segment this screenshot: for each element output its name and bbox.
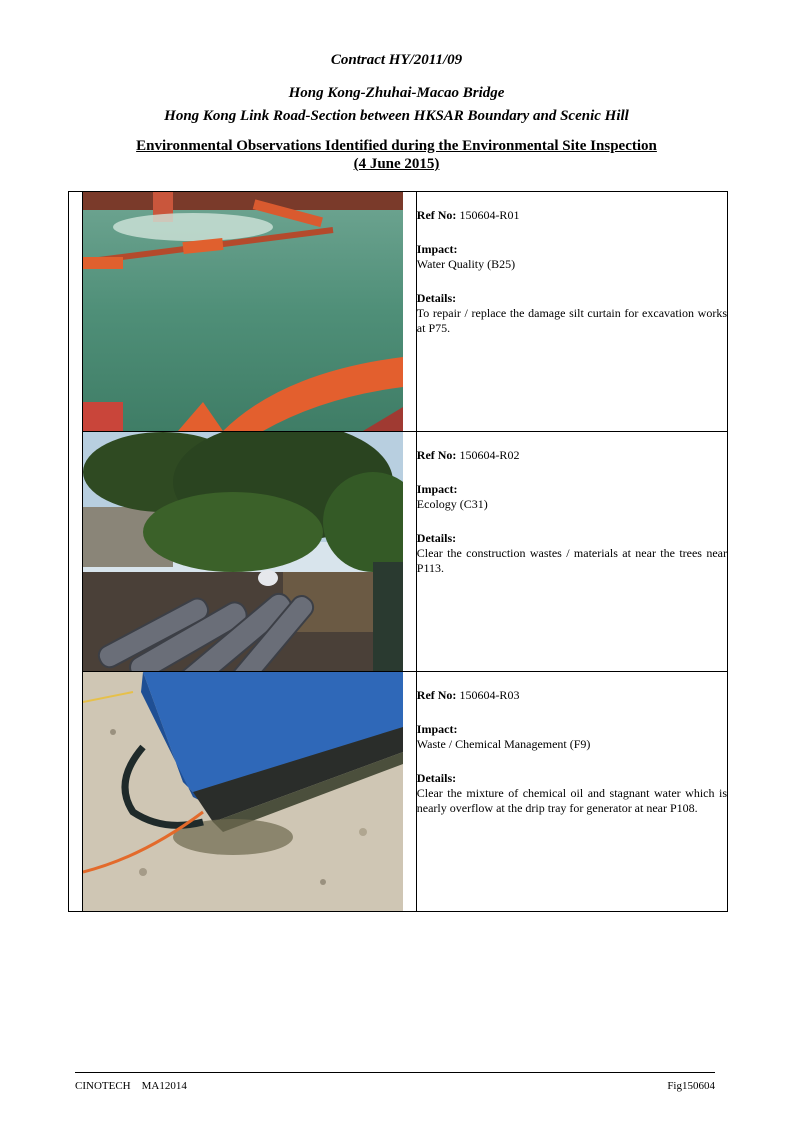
contract-number: Contract HY/2011/09 [330,52,463,68]
photo-cell [82,432,416,672]
details-label: Details: [416,531,457,545]
footer-doc-code: MA12014 [141,1080,187,1092]
ref-label: Ref No: [416,688,457,702]
impact-value: Water Quality (B25) [416,257,516,271]
photo-cell [82,192,416,432]
footer-company: CINOTECH [75,1080,131,1092]
project-title: Hong Kong-Zhuhai-Macao Bridge [288,85,505,101]
ref-line [417,688,727,703]
table-row [69,192,728,432]
impact-label: Impact: [416,482,458,496]
ref-line [417,448,727,463]
observations-heading [0,137,793,173]
impact-value: Waste / Chemical Management (F9) [416,737,591,751]
silt-curtain-photo [83,192,403,431]
ref-label: Ref No: [416,448,457,462]
project-subtitle: Hong Kong Link Road-Section between HKSAR Boundary and Scenic Hill [164,108,629,124]
left-margin-cell [69,192,83,912]
ref-label: Ref No: [416,208,457,222]
observations-table [68,191,728,912]
observation-details-cell [416,672,727,912]
trees-pipes-photo [83,432,403,671]
impact-label: Impact: [416,242,458,256]
observation-details-cell [416,432,727,672]
footer-fig: Fig150604 [667,1080,715,1092]
ref-value: 150604-R03 [459,688,520,702]
details-label: Details: [416,771,457,785]
table-row [69,672,728,912]
observations-date: (4 June 2015) [353,156,440,172]
details-value: Clear the mixture of chemical oil and stagnant water which is nearly overflow at the drip tray for generator at near P108. [416,786,727,815]
impact-value: Ecology (C31) [416,497,488,511]
impact-label: Impact: [416,722,458,736]
table-row [69,432,728,672]
photo-cell [82,672,416,912]
observation-details-cell [416,192,727,432]
ref-line [417,208,727,223]
footer-divider [75,1072,715,1073]
ref-value: 150604-R01 [459,208,520,222]
generator-drip-tray-photo [83,672,403,911]
details-value: To repair / replace the damage silt curtain for excavation works at P75. [416,306,727,335]
details-label: Details: [416,291,457,305]
footer-left [75,1080,187,1092]
details-value: Clear the construction wastes / materials at near the trees near P113. [416,546,727,575]
ref-value: 150604-R02 [459,448,520,462]
observations-title: Environmental Observations Identified during the Environmental Site Inspection [136,138,657,154]
